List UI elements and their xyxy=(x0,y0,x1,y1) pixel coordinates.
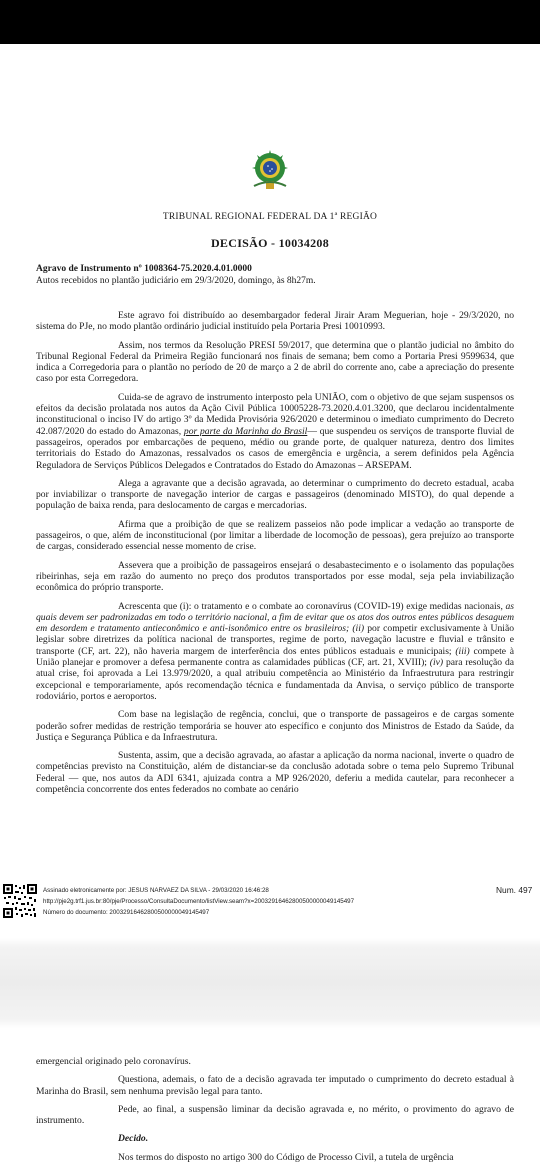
paragraph xyxy=(36,601,514,703)
paragraph: Assim, nos termos da Resolução PRESI 59/2017, que determina que o plantão judicial no âmbito do Tribunal Regional Federal da Primeira Região funcionará nos finais de semana; bem como a Portaria Presi 9599634, que indica a Corregedoria para o plantão no período de 20 de março a 2 de abril do corrente ano, cabe a apreciação do presente caso por esta Corregedora. xyxy=(36,339,514,385)
signature-url[interactable]: http://pje2g.trf1.jus.br:80/pje/Processo/ConsultaDocumento/listView.seam?x=20032916462800500000049145497 xyxy=(43,898,355,905)
paragraph: Com base na legislação de regência, conclui, que o transporte de passageiros e de cargas somente poderão sofrer medidas de restrição temporária se houver ato específico e conjunto dos Ministros de Estado da Saúde, da Justiça e Segurança Pública e da Infraestrutura. xyxy=(36,709,514,743)
paragraph-text: Cuida-se de agravo de instrumento interposto pela UNIÃO, com o objetivo de que sejam suspensos os efeitos da decisão prolatada nos autos da Ação Civil Pública 10005228-73.2020.4.01.3200, que declarou incidentalmente inconstitucional o inciso IV do artigo 3º da Medida Provisória 926/2020 e determinou o imediato cumprimento do Decreto 42.087/2020 do estado do Amazonas, xyxy=(36,391,514,437)
paragraph: Assevera que a proibição de passageiros ensejará o desabastecimento e o isolamento das populações ribeirinhas, seja em razão do aumento no preço dos produtos transportados por esse modal, seja pela inviabilização econômica do próprio transporte. xyxy=(36,559,514,594)
italic-text: as quais devem ser padronizadas em todo o território nacional, a fim de evitar que os atos dos outros entes públicos desaguem em desordem e tratamento antieconômico e anti-isonômico entre os brasileiros; (ii) xyxy=(36,600,514,635)
paragraph-text: Acrescenta que (i): o tratamento e o combate ao coronavírus (COVID-19) exige medidas nacionais, xyxy=(118,600,503,612)
electronic-signature xyxy=(43,885,354,918)
paragraph: Alega a agravante que a decisão agravada, ao determinar o cumprimento do decreto estadual, acaba por inviabilizar o transporte de navegação interior de cargas e passageiros (denominado MISTO), do qual depende a população de baixa renda, para deslocamento de cargas e mercadorias. xyxy=(36,477,514,512)
paragraph-text: para resolução da atual crise, foi aprovada a Lei 13.979/2020, a qual atribuiu competência ao Ministério da Infraestrutura para restringir excepcional e temporariamente, após recomendação técnica e fundamentada da Anvisa, o serviço público de transporte rodoviário, portos e aeroportos. xyxy=(36,657,514,702)
paragraph-text: compete à União planejar e promover a defesa permanente contra as calamidades públicas (CF, art. 21, XVIII); xyxy=(36,645,514,669)
underlined-phrase: por parte da Marinha do Brasil xyxy=(183,425,308,437)
case-number: Agravo de Instrumento nº 1008364-75.2020.4.01.0000 xyxy=(36,264,252,274)
document-body-page-2 xyxy=(36,1056,514,1170)
signature-signer: Assinado eletronicamente por: JESUS NARVAEZ DA SILVA - 29/03/2020 16:46:28 xyxy=(43,887,269,894)
italic-text: (iii) xyxy=(455,645,470,657)
paragraph: Sustenta, assim, que a decisão agravada, ao afastar a aplicação da norma nacional, inverte o quadro de competências previsto na Constituição, além de distanciar-se da conclusão adotada sobre o tema pelo Supremo Tribunal Federal — que, nos autos da ADI 6341, ajuizada contra a MP 926/2020, deferiu a medida cautelar, para reconhecer a competência concorrente dos entes federados no combate ao cenário xyxy=(36,750,514,795)
paragraph: Questiona, ademais, o fato de a decisão agravada ter imputado o cumprimento do decreto estadual à Marinha do Brasil, sem nenhuma previsão legal para tanto. xyxy=(36,1074,514,1097)
signature-document-number: Número do documento: 20032916462800500000049145497 xyxy=(43,909,210,916)
paragraph: Nos termos do disposto no artigo 300 do Código de Processo Civil, a tutela de urgência xyxy=(118,1151,454,1163)
decision-title: DECISÃO - 10034208 xyxy=(210,236,330,250)
paragraph xyxy=(36,392,514,471)
paragraph: Este agravo foi distribuído ao desembargador federal Jirair Aram Meguerian, hoje - 29/3/2020, no sistema do PJe, no modo plantão ordinário judicial instituído pela Portaria Presi 10010993. xyxy=(36,310,514,333)
paragraph: Afirma que a proibição de que se realizem passeios não pode implicar a vedação ao transporte de passageiros, o que, além de inconstitucional (por limitar a liberdade de locomoção de pessoas), gera prejuízo ao transporte de cargas, considerado essencial nesse momento de crise. xyxy=(36,518,514,553)
page-separator xyxy=(0,938,540,1028)
italic-text: (iv) xyxy=(429,657,444,669)
received-note: Autos recebidos no plantão judiciário em 29/3/2020, domingo, às 8h27m. xyxy=(36,276,316,286)
coat-of-arms-icon xyxy=(248,148,292,192)
decision-heading: Decido. xyxy=(118,1133,149,1145)
paragraph-text: — que suspendeu os serviços de transporte fluvial de passageiros, operados por embarcações de pequeno, médio ou grande porte, de qualquer natureza, dentro dos limites territoriais do Estado do Amazonas, ressalvados os casos de emergência e urgência, a serem definidos pela Agência Reguladora de Serviços Públicos Delegados e Contratados do Estado do Amazonas – ARSEPAM. xyxy=(36,425,514,471)
paragraph: emergencial originado pelo coronavírus. xyxy=(36,1056,191,1067)
status-bar xyxy=(0,0,540,44)
qr-code-icon xyxy=(2,883,38,919)
court-name: TRIBUNAL REGIONAL FEDERAL DA 1ª REGIÃO xyxy=(162,212,378,222)
paragraph: Pede, ao final, a suspensão liminar da decisão agravada e, no mérito, o provimento do agravo de instrumento. xyxy=(36,1103,514,1127)
document-body xyxy=(36,310,514,802)
paragraph-text: por competir exclusivamente à União legislar sobre diretrizes da política nacional de transportes, regime de porto, navegação lacustre e fluvial e trânsito e transporte (CF, art. 22), não haveria margem de interferência dos entes públicos estaduais e municipais; xyxy=(36,623,515,657)
page-number: Num. 497 xyxy=(496,885,533,895)
